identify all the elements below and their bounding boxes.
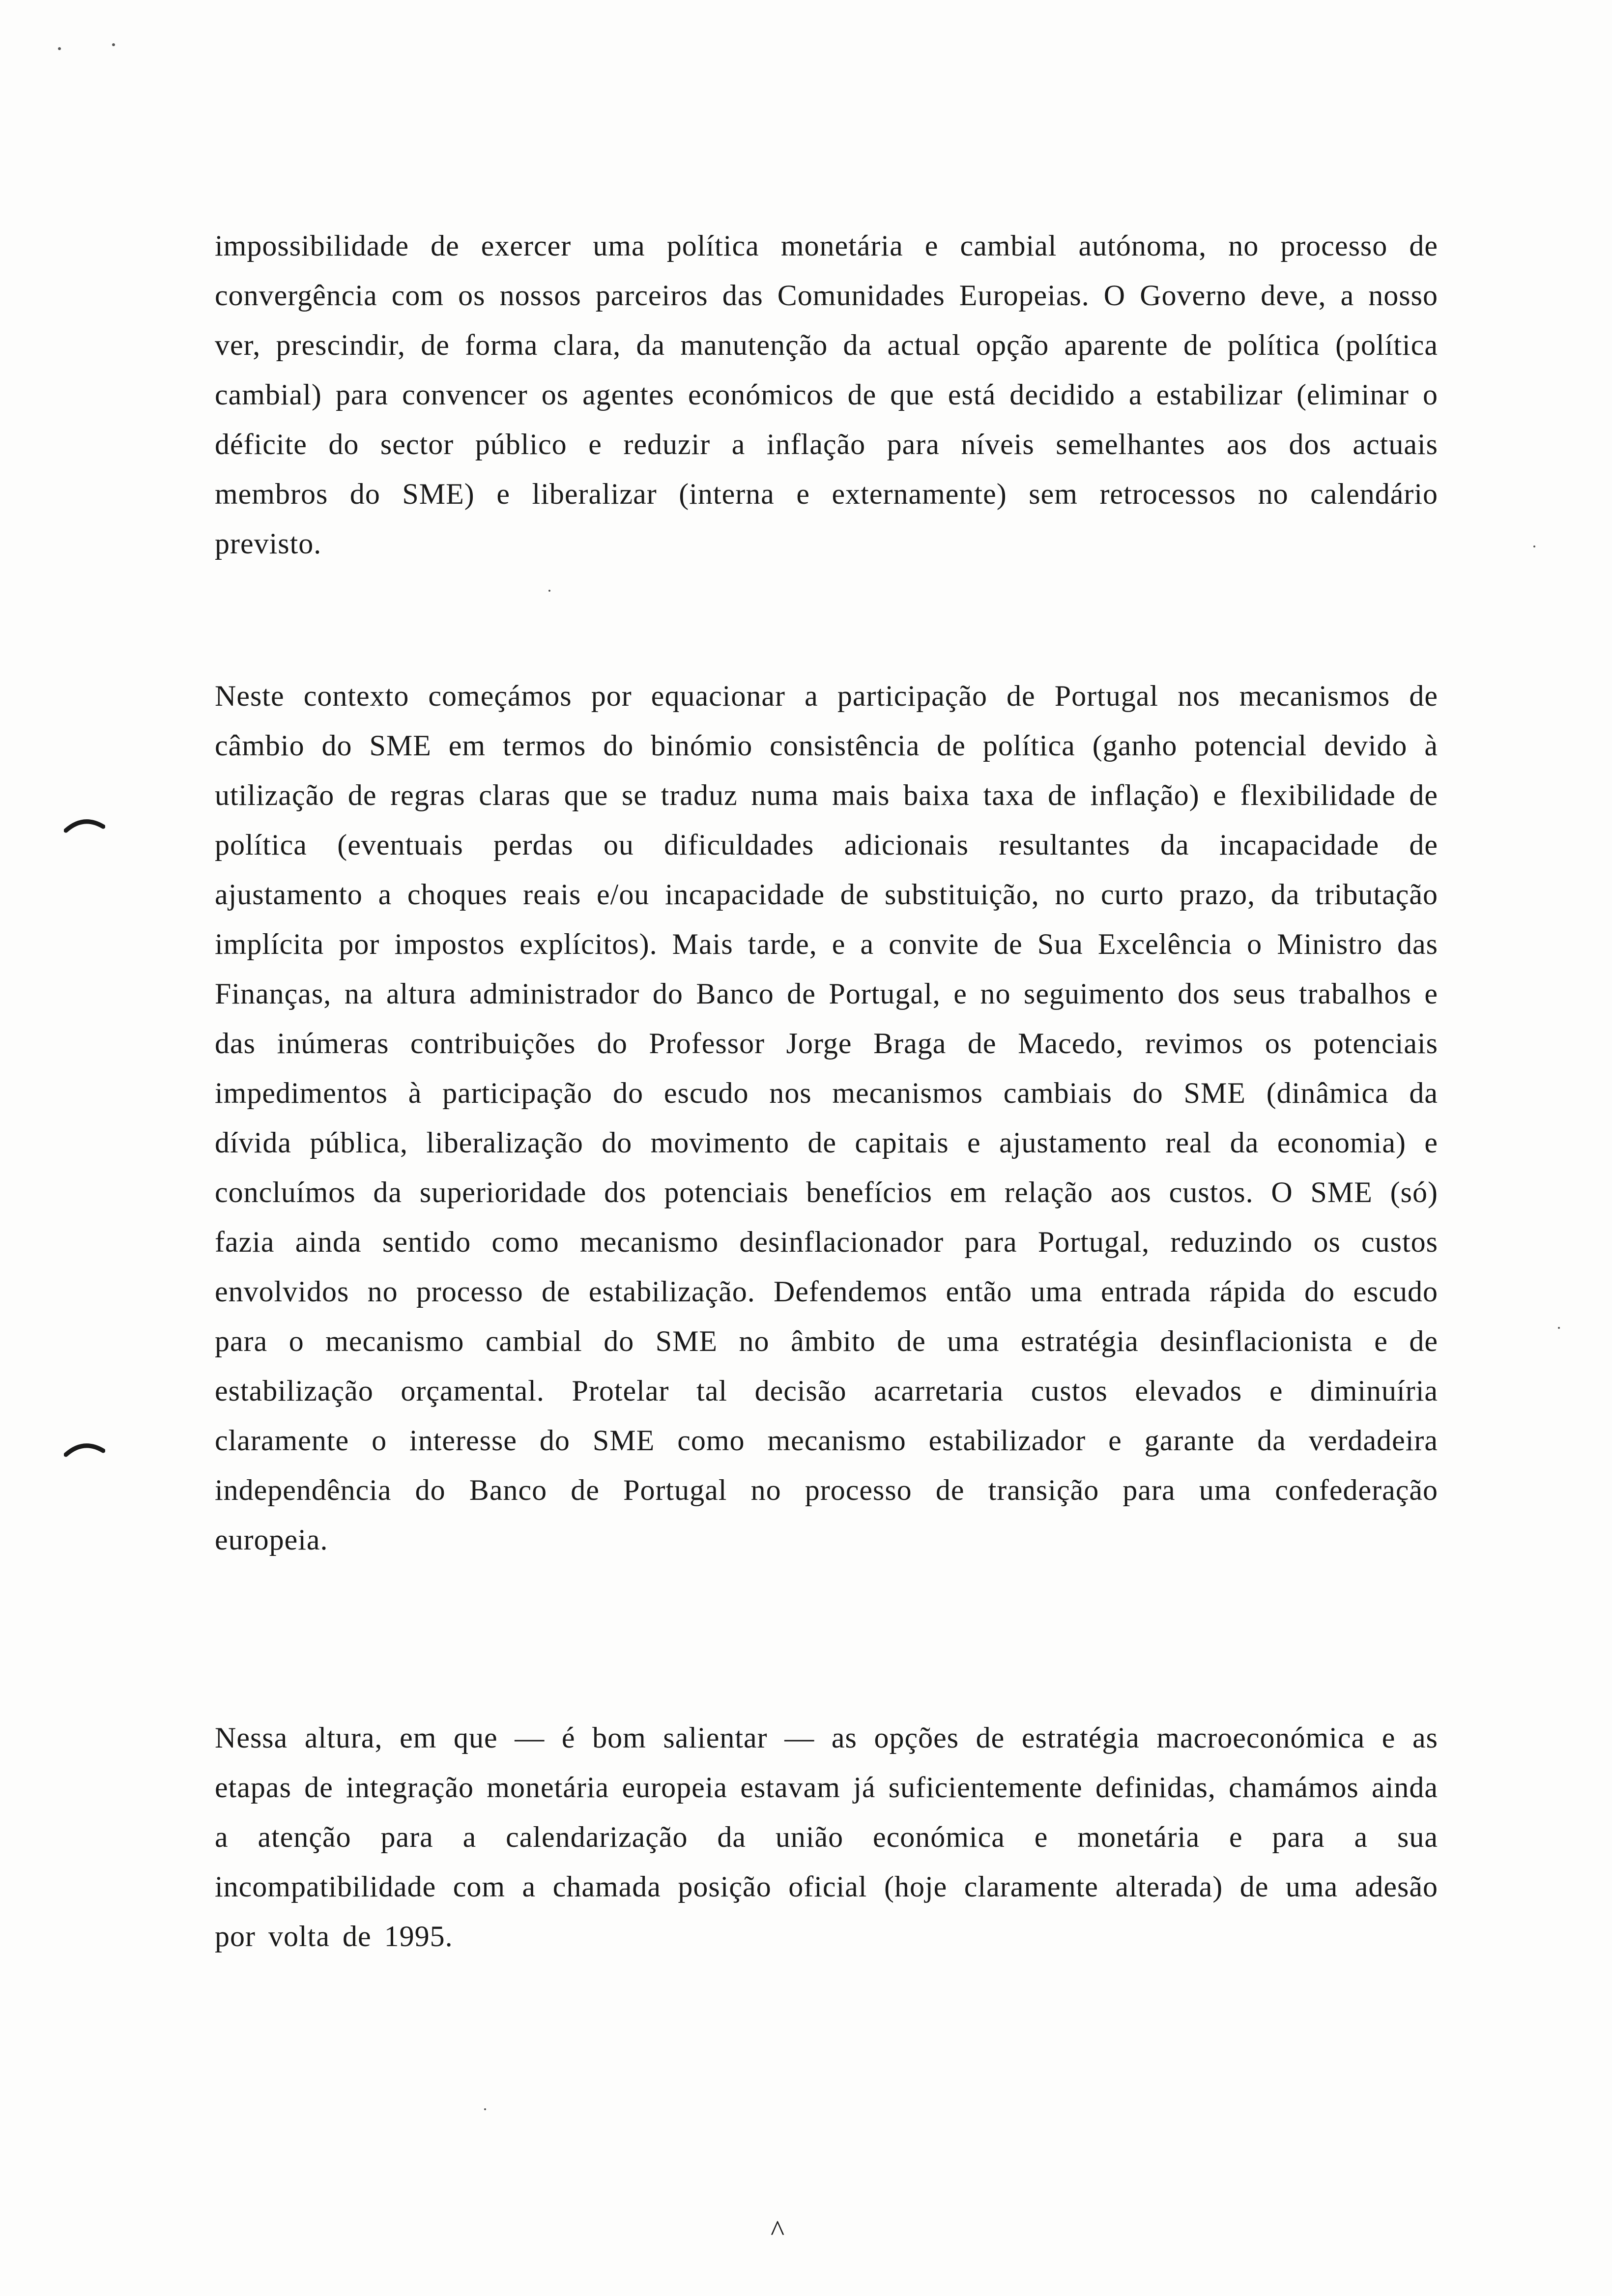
paragraph: Neste contexto começámos por equacionar a participação de Portugal nos mecanismos de câmbio do SME em termos do binómio consistência de política (ganho potencial devido à utilização de regras claras que se traduz numa mais baixa taxa de inflação) e flexibilidade de política (eventuais perdas ou dificuldades adicionais resultantes da incapacidade de ajustamento a choques reais e/ou incapacidade de substituição, no curto prazo, da tributação implícita por impostos explícitos). Mais tarde, e a convite de Sua Excelência o Ministro das Finanças, na altura administrador do Banco de Portugal, e no seguimento dos seus trabalhos e das inúmeras contribuições do Professor Jorge Braga de Macedo, revimos os potenciais impedimentos à participação do escudo nos mecanismos cambiais do SME (dinâmica da dívida pública, liberalização do movimento de capitais e ajustamento real da economia) e concluímos da superioridade dos potenciais benefícios em relação aos custos. O SME (só) fazia ainda sentido como mecanismo desinflacionador para Portugal, reduzindo os custos envolvidos no processo de estabilização. Defendemos então uma entrada rápida do escudo para o mecanismo cambial do SME no âmbito de uma estratégia desinflacionista e de estabilização orçamental. Protelar tal decisão acarretaria custos elevados e diminuíria claramente o interesse do SME como mecanismo estabilizador e garante da verdadeira independência do Banco de Portugal no processo de transição para uma confederação europeia. [215,680,1438,1556]
punch-hole-mark [64,1438,105,1458]
scan-speck [112,43,115,46]
scan-speck [1558,1327,1560,1329]
punch-hole-mark [64,814,105,833]
scan-speck [484,2108,486,2110]
page-number: ^ [771,2214,785,2247]
paragraph: Nessa altura, em que — é bom salientar — as opções de estratégia macroeconómica e as etapas de integração monetária europeia estavam já suficientemente definidas, chamámos ainda a atenção para a calendarização da união económica e monetária e para a sua incompatibilidade com a chamada posição oficial (hoje claramente alterada) de uma adesão por volta de 1995. [215,1722,1438,1952]
scan-speck [548,590,550,592]
paragraph: impossibilidade de exercer uma política monetária e cambial autónoma, no processo de convergência com os nossos parceiros das Comunidades Europeias. O Governo deve, a nosso ver, prescindir, de forma clara, da manutenção da actual opção aparente de política (política cambial) para convencer os agentes económicos de que está decidido a estabilizar (eliminar o déficite do sector público e reduzir a inflação para níveis semelhantes aos dos actuais membros do SME) e liberalizar (interna e externamente) sem retrocessos no calendário previsto. [215,230,1438,560]
scan-speck [1533,545,1535,547]
scan-speck [58,47,61,50]
